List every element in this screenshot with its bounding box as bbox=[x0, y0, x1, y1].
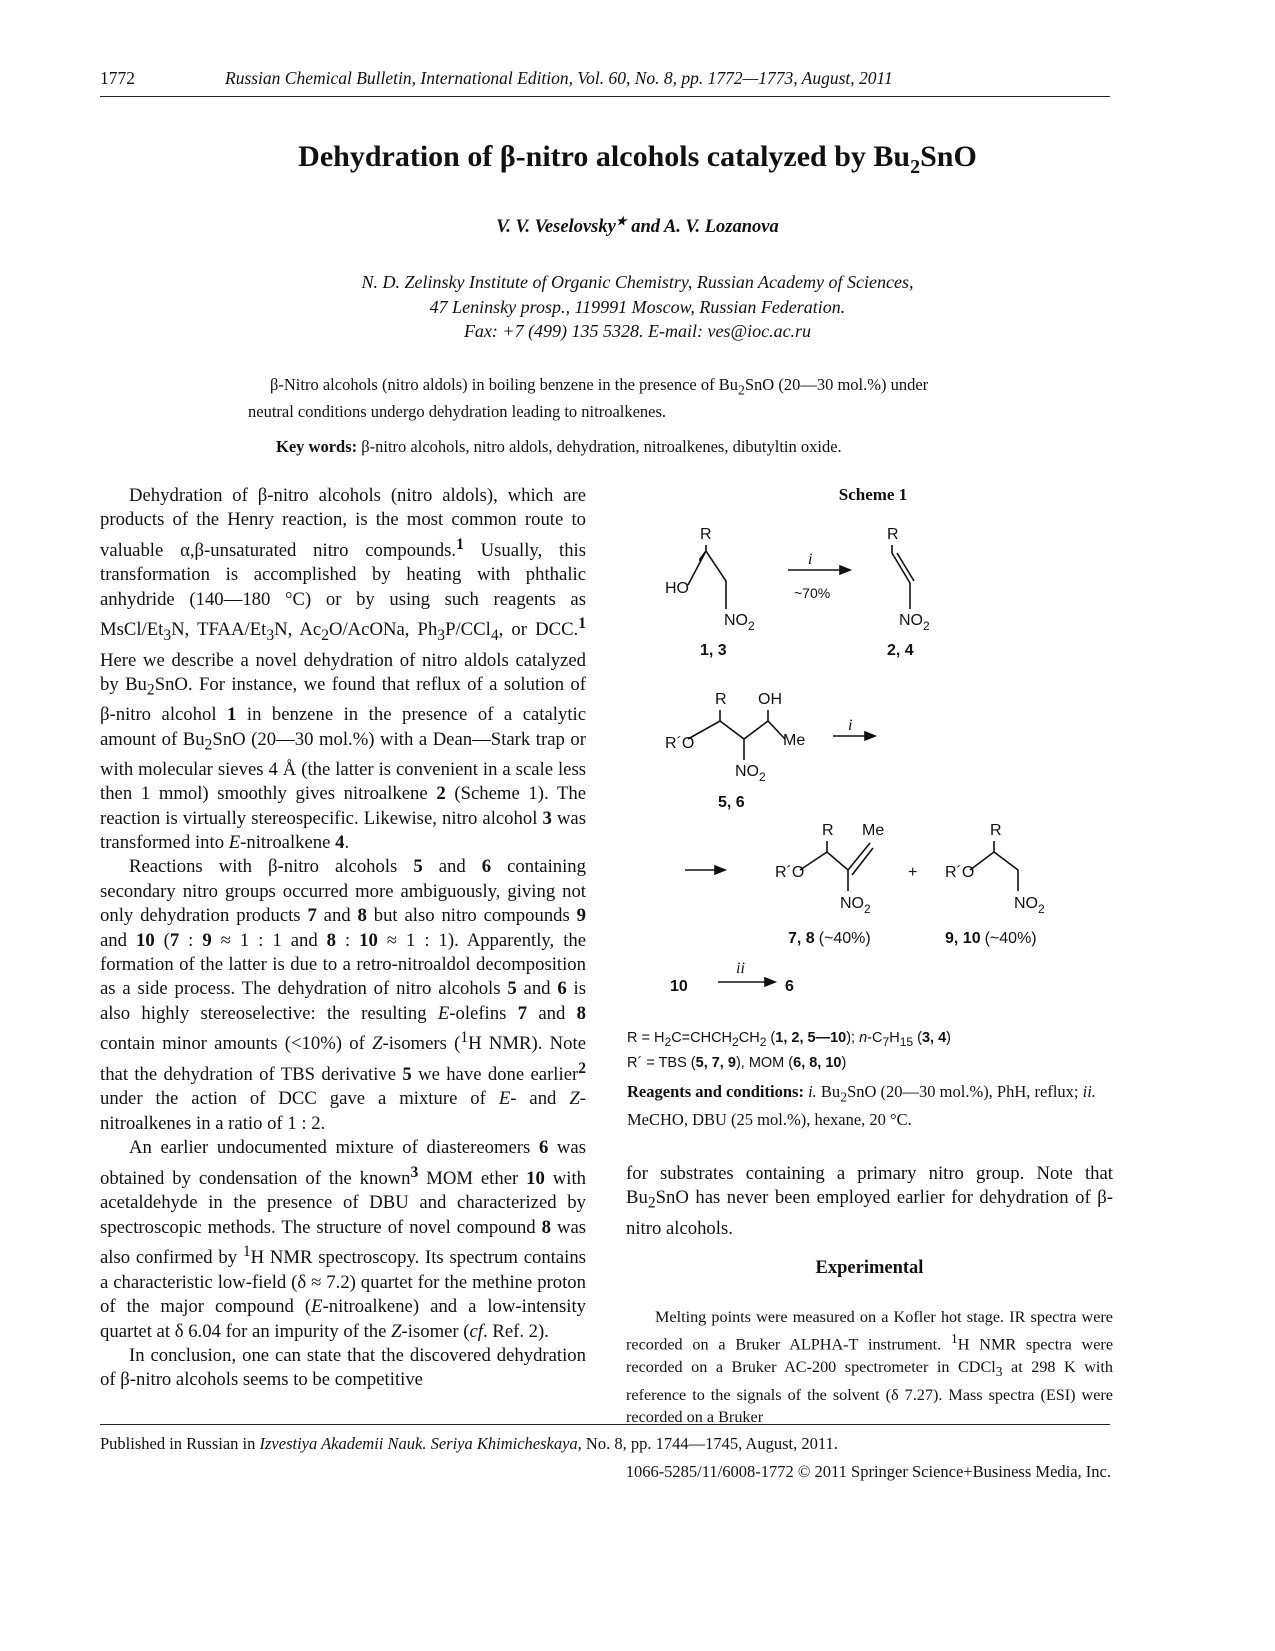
scheme-label: R bbox=[715, 691, 727, 708]
bond bbox=[892, 553, 910, 583]
scheme-label: $NO_2$ bbox=[735, 763, 766, 784]
reagents-conditions: Reagents and conditions: i. $Bu_2SnO$ (20—30 mol.%), PhH, reflux; ii. MeCHO, DBU (25 mol.%), hexane, 20 °C. bbox=[627, 1082, 1096, 1130]
scheme-label: R´O bbox=[665, 735, 695, 752]
paragraph-intro: Dehydration of β-nitro alcohols (nitro aldols), which are products of the Henry reaction, is the most common route to valuable α,β-unsaturated nitro compounds.$^1$ Usually, this transformation is accomplished by heating with phthalic anhydride (140—180 °C) or by using such reagents as MsCl/$Et_3N$, TFAA/$Et_3N$, $Ac_2O$/AcONa, $Ph_3P/CCl_4$, or DCC.$^1$ Here we describe a novel dehydration of nitro aldols catalyzed by $Bu_2SnO$. For instance, we found that reflux of a solution of β-nitro alcohol 1 in benzene in the presence of a catalytic amount of $Bu_2SnO$ (20—30 mol.%) with a Dean—Stark trap or with molecular sieves 4 Å (the latter is convenient in a scale less then 1 mmol) smoothly gives nitroalkene 2 (Scheme 1). The reaction is virtually stereospecific. Likewise, nitro alcohol 3 was transformed into E-nitroalkene 4. bbox=[100, 485, 587, 853]
scheme-label: R´O bbox=[945, 864, 975, 881]
compound-label: 7, 8 (~40%) bbox=[788, 930, 871, 947]
scheme-label: Me bbox=[862, 822, 885, 839]
arrow-label: i bbox=[808, 551, 813, 568]
scheme-label: R bbox=[990, 822, 1002, 839]
journal-citation: Russian Chemical Bulletin, International Edition, Vol. 60, No. 8, pp. 1772—1773, August, 2011 bbox=[225, 68, 893, 88]
plus-sign: + bbox=[908, 864, 918, 881]
scheme-label: HO bbox=[665, 580, 689, 597]
compound-label: 10 bbox=[670, 978, 688, 995]
scheme-label: $NO_2$ bbox=[899, 612, 930, 633]
scheme-label: R bbox=[887, 526, 899, 543]
paragraph-diastereomers: An earlier undocumented mixture of diastereomers 6 was obtained by condensation of the known$^3$ MOM ether 10 with acetaldehyde in the presence of DBU and characterized by spectroscopic methods. The structure of novel compound 8 was also confirmed by $^1$H NMR spectroscopy. Its spectrum contains a characteristic low-field (δ ≈ 7.2) quartet for the methine proton of the major compound (E-nitroalkene) and a low-intensity quartet at δ 6.04 for an impurity of the Z-isomer (cf. Ref. 2). bbox=[100, 1137, 587, 1342]
bond bbox=[688, 551, 726, 609]
keywords: Key words: β-nitro alcohols, nitro aldols, dehydration, nitroalkenes, dibutyltin oxide. bbox=[276, 437, 842, 456]
scheme-label: OH bbox=[758, 691, 782, 708]
bond bbox=[688, 721, 785, 739]
scheme-label: R bbox=[700, 526, 712, 543]
arrow-label: i bbox=[848, 717, 853, 734]
paragraph-continued: for substrates containing a primary nitro group. Note that $Bu_2SnO$ has never been employed earlier for dehydration of β-nitro alcohols. bbox=[626, 1163, 1113, 1239]
arrow-head bbox=[840, 566, 850, 574]
compound-label: 6 bbox=[785, 978, 794, 995]
compound-label: 2, 4 bbox=[887, 642, 914, 659]
scheme-label: $NO_2$ bbox=[724, 612, 755, 633]
scheme-label: $NO_2$ bbox=[1014, 895, 1045, 916]
section-heading-experimental: Experimental bbox=[815, 1258, 924, 1278]
scheme-label: Me bbox=[783, 732, 806, 749]
affiliation: N. D. Zelinsky Institute of Organic Chemistry, Russian Academy of Sciences, 47 Leninsky prosp., 119991 Moscow, Russian Federation. Fax: +7 (499) 135 5328. E-mail: ves@ioc.ac.ru bbox=[361, 272, 914, 341]
experimental-text: Melting points were measured on a Kofler hot stage. IR spectra were recorded on a Bruker ALPHA-T instrument. $^1$H NMR spectra were recorded on a Bruker AC-200 spectrometer in CDCl$_3$ at 298 K with reference to the signals of the solvent (δ 7.27). Mass spectra (ESI) were recorded on a Bruker bbox=[626, 1308, 1114, 1427]
bond bbox=[970, 852, 1018, 891]
scheme-legend: $R = H_2C=CHCH_2CH_2$ (1, 2, 5—10); $n-C_7H_{15}$ (3, 4) R´ = TBS (5, 7, 9), MOM (6, 8, 10) bbox=[627, 1030, 952, 1071]
body-left-column bbox=[100, 484, 586, 1393]
arrow-label: ii bbox=[736, 960, 745, 977]
compound-label: 5, 6 bbox=[718, 794, 745, 811]
footer-divider bbox=[100, 1424, 1110, 1425]
article-title: Dehydration of β-nitro alcohols catalyzed by $Bu_2SnO$ bbox=[298, 140, 977, 178]
copyright-line: 1066-5285/11/6008-1772 © 2011 Springer Science+Business Media, Inc. bbox=[625, 1462, 1111, 1481]
scheme-label: R´O bbox=[775, 864, 805, 881]
page-number: 1772 bbox=[100, 68, 135, 88]
scheme-label: $NO_2$ bbox=[840, 895, 871, 916]
arrow-head bbox=[765, 978, 775, 986]
publication-note: Published in Russian in Izvestiya Akademii Nauk. Seriya Khimicheskaya, No. 8, pp. 1744—1745, August, 2011. bbox=[100, 1434, 838, 1453]
arrow-head bbox=[715, 866, 725, 874]
compound-label: 9, 10 (~40%) bbox=[945, 930, 1037, 947]
compound-label: 1, 3 bbox=[700, 642, 727, 659]
body-right-column bbox=[626, 1162, 1113, 1241]
reaction-scheme bbox=[640, 525, 1120, 1015]
scheme-title: Scheme 1 bbox=[838, 485, 908, 504]
authors: V. V. Veselovsky★ and A. V. Lozanova bbox=[496, 214, 779, 238]
running-header bbox=[100, 66, 1110, 97]
arrow-head bbox=[865, 732, 875, 740]
paragraph-conclusion: In conclusion, one can state that the discovered dehydration of β-nitro alcohols seems to be competitive bbox=[100, 1345, 586, 1391]
yield-label: ~70% bbox=[794, 585, 831, 601]
abstract: β-Nitro alcohols (nitro aldols) in boiling benzene in the presence of $Bu_2SnO$ (20—30 mol.%) under neutral conditions undergo dehydration leading to nitroalkenes. bbox=[248, 375, 929, 422]
paragraph-reactions: Reactions with β-nitro alcohols 5 and 6 containing secondary nitro groups occurred more ambiguously, giving not only dehydration products 7 and 8 but also nitro compounds 9 and 10 (7 : 9 ≈ 1 : 1 and 8 : 10 ≈ 1 : 1). Apparently, the formation of the latter is due to a retro-nitroaldol decomposition as a side process. The dehydration of nitro alcohols 5 and 6 is also highly stereoselective: the resulting E-olefins 7 and 8 contain minor amounts (<10%) of Z-isomers ($^1$H NMR). Note that the dehydration of TBS derivative 5 we have done earlier$^2$ under the action of DCC gave a mixture of E- and Z-nitroalkenes in a ratio of 1 : 2. bbox=[100, 856, 587, 1134]
scheme-label: R bbox=[822, 822, 834, 839]
